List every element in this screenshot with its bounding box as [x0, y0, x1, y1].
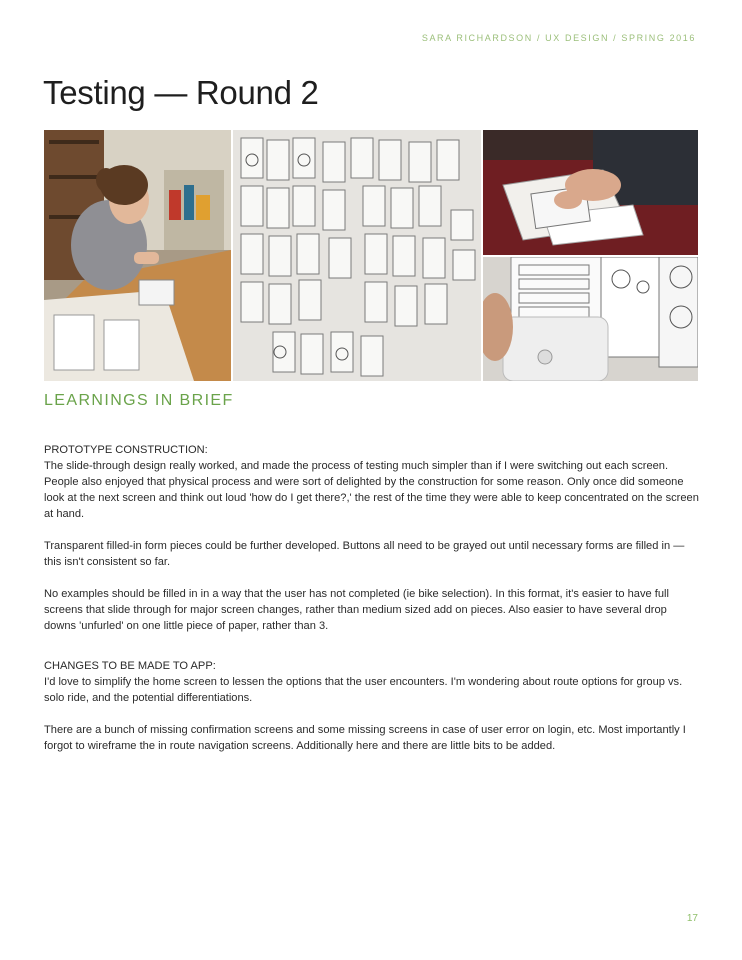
block-label-changes: CHANGES TO BE MADE TO APP: [44, 660, 216, 672]
photo-wireframe-sheets [233, 130, 481, 381]
page-title: Testing — Round 2 [43, 74, 319, 111]
paragraph: There are a bunch of missing confirmation screens and some missing screens in case of user error on login, etc. Most importantly I forgot to wireframe the in route navigation screens. Additionally here and there are little bits to be added. [44, 724, 686, 752]
block-label-prototype: PROTOTYPE CONSTRUCTION: [44, 444, 208, 456]
paragraph: No examples should be filled in in a way that the user has not completed (ie bike selection). In this format, it's easier to have full screens that slide through for major screen changes, rather than medium sized add on pieces. Also easier to have several drop downs 'unfurled' on one little piece of paper, rather than 3. [44, 588, 669, 632]
page-number: 17 [686, 913, 698, 924]
body-text [44, 442, 700, 754]
photo-collage [44, 130, 698, 381]
paragraph: I'd love to simplify the home screen to lessen the options that the user encounters. I'm wondering about route options for group vs. solo ride, and the potential differentiations. [44, 676, 683, 704]
section-heading: LEARNINGS IN BRIEF [44, 392, 234, 409]
photo-phone-paper-screens [483, 257, 698, 381]
running-head: SARA RICHARDSON / UX DESIGN / SPRING 2016 [421, 33, 696, 43]
paragraph: Transparent filled-in form pieces could be further developed. Buttons all need to be grayed out until necessary forms are filled in — this isn't consistent so far. [44, 540, 685, 568]
photo-tester-at-table [44, 130, 231, 381]
photo-hands-prototype [483, 130, 698, 255]
paragraph: The slide-through design really worked, and made the process of testing much simpler than if I were switching out each screen. People also enjoyed that physical process and were sort of delighted by the construction for some reason. Only once did someone look at the next screen and think out loud 'how do I get there?,' the rest of the time they were able to keep concentrated on the screen at hand. [44, 460, 699, 520]
